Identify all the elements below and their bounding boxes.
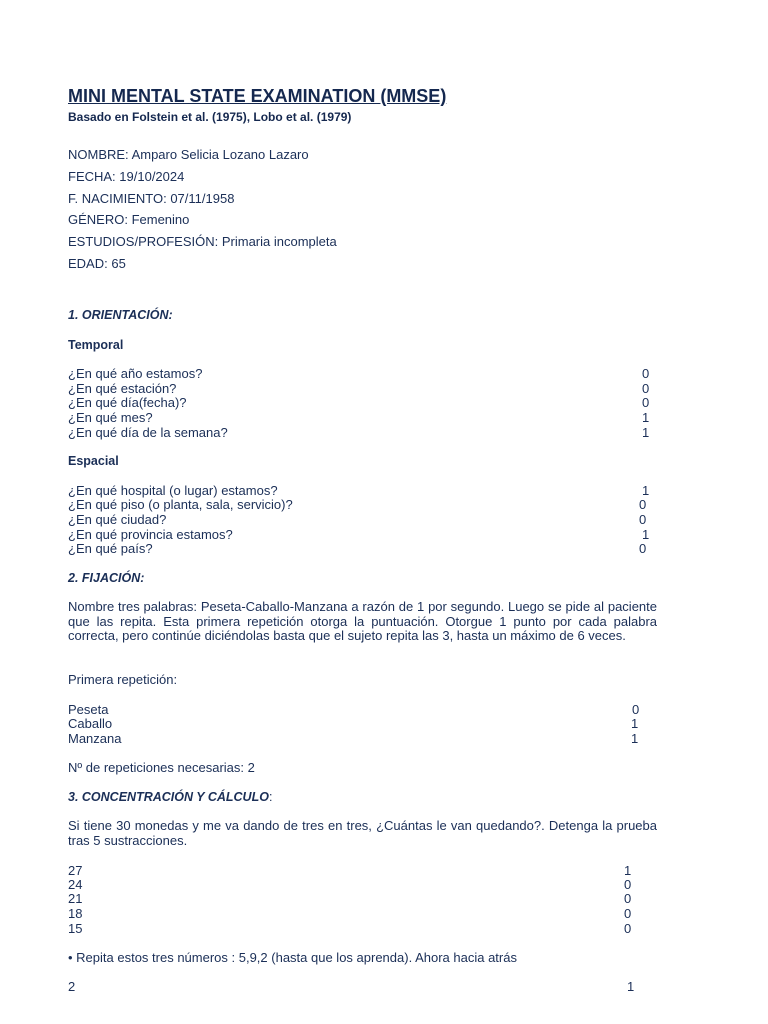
score-value: 1 [627,979,635,994]
score-value: 0 [639,541,647,556]
score-value: 1 [631,731,639,746]
question-row: ¿En qué ciudad? [68,512,167,527]
score-value: 1 [642,527,650,542]
question-row: ¿En qué país? [68,541,153,556]
patient-name: NOMBRE: Amparo Selicia Lozano Lazaro [68,147,309,162]
calculo-row: 18 [68,906,83,921]
score-value: 0 [624,877,632,892]
score-value: 0 [632,702,640,717]
score-value: 0 [639,497,647,512]
calculo-heading-text: 3. CONCENTRACIÓN Y CÁLCULO [68,790,269,804]
question-row: ¿En qué estación? [68,381,177,396]
question-row: ¿En qué hospital (o lugar) estamos? [68,483,278,498]
section-orientacion-heading: 1. ORIENTACIÓN: [68,308,173,322]
repeticiones-count: Nº de repeticiones necesarias: 2 [68,760,255,775]
calculo-row: 15 [68,921,83,936]
score-value: 1 [631,716,639,731]
score-value: 0 [624,891,632,906]
question-row: ¿En qué provincia estamos? [68,527,233,542]
birth-date: F. NACIMIENTO: 07/11/1958 [68,191,235,206]
temporal-heading: Temporal [68,338,124,352]
calculo-heading-colon: : [268,790,273,804]
digit-row: 2 [68,979,76,994]
question-row: ¿En qué año estamos? [68,366,203,381]
calculo-row: 24 [68,877,83,892]
score-value: 0 [642,381,650,396]
document-subtitle: Basado en Folstein et al. (1975), Lobo et al. (1979) [68,110,352,124]
word-row: Manzana [68,731,122,746]
document-title: MINI MENTAL STATE EXAMINATION (MMSE) [68,86,447,106]
exam-date: FECHA: 19/10/2024 [68,169,185,184]
word-row: Caballo [68,716,113,731]
calculo-row: 27 [68,863,83,878]
score-value: 0 [624,921,632,936]
score-value: 0 [624,906,632,921]
section-calculo-heading [68,790,272,804]
section-fijacion-heading: 2. FIJACIÓN: [68,571,145,585]
score-value: 1 [642,410,650,425]
primera-repeticion-label: Primera repetición: [68,672,178,687]
score-value: 1 [642,483,650,498]
question-row: ¿En qué día(fecha)? [68,395,187,410]
question-row: ¿En qué piso (o planta, sala, servicio)? [68,497,293,512]
question-row: ¿En qué día de la semana? [68,425,228,440]
score-value: 0 [642,395,650,410]
calculo-row: 21 [68,891,83,906]
score-value: 0 [639,512,647,527]
score-value: 0 [642,366,650,381]
age: EDAD: 65 [68,256,126,271]
question-row: ¿En qué mes? [68,410,153,425]
gender: GÉNERO: Femenino [68,212,190,227]
espacial-heading: Espacial [68,454,119,468]
score-value: 1 [642,425,650,440]
digit-span-instructions: • Repita estos tres números : 5,9,2 (hasta que los aprenda). Ahora hacia atrás [68,950,517,965]
word-row: Peseta [68,702,109,717]
education: ESTUDIOS/PROFESIÓN: Primaria incompleta [68,234,337,249]
calculo-instructions: Si tiene 30 monedas y me va dando de tres en tres, ¿Cuántas le van quedando?. Detenga la prueba tras 5 sustracciones. [68,818,657,848]
score-value: 1 [624,863,632,878]
fijacion-instructions: Nombre tres palabras: Peseta-Caballo-Manzana a razón de 1 por segundo. Luego se pide al paciente que las repita. Esta primera repetición otorga la puntuación. Otorgue 1 punto por cada palabra correcta, pero continúe diciéndolas basta que el sujeto repita las 3, hasta un máximo de 6 veces. [68,599,657,643]
